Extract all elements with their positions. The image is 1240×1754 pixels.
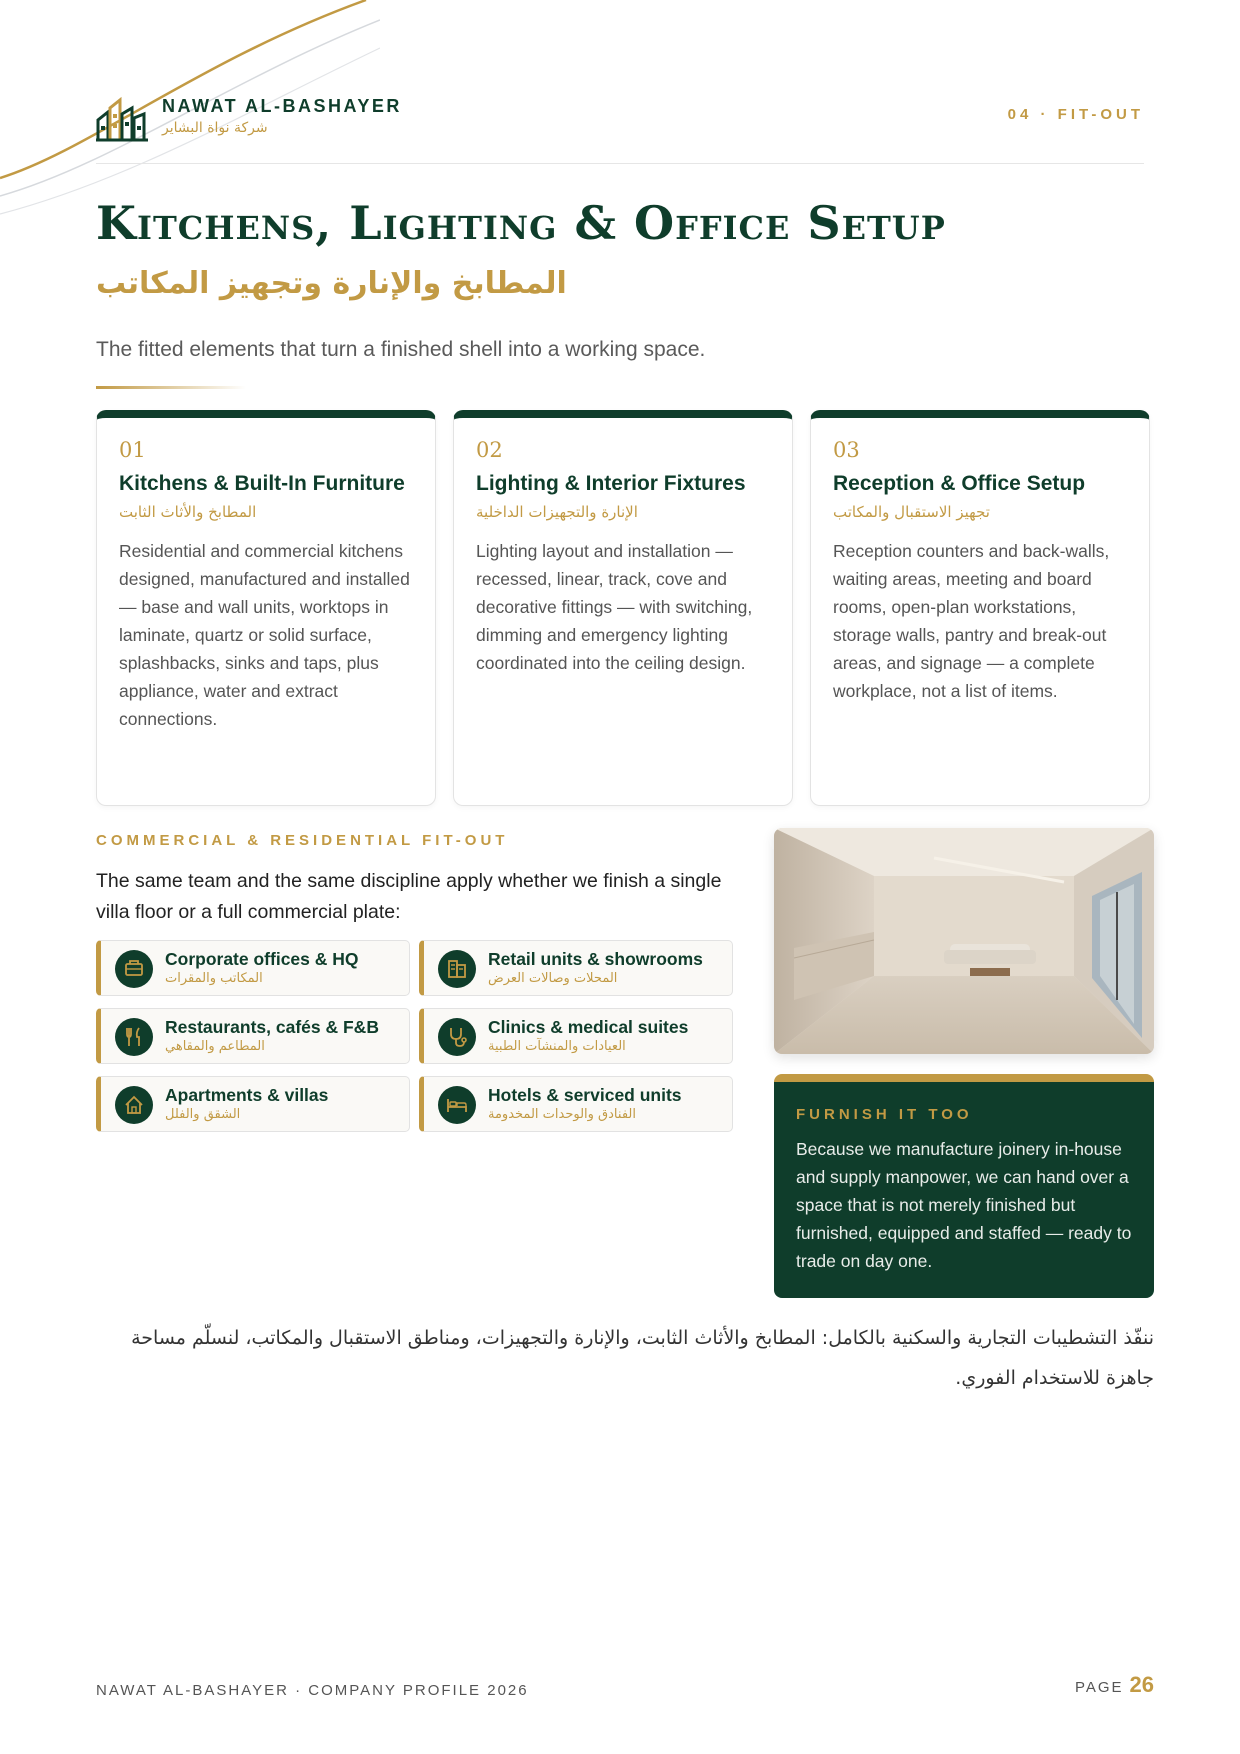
brand-name: NAWAT AL-BASHAYER bbox=[162, 96, 402, 116]
fitout-item-hotels bbox=[419, 1076, 733, 1132]
house-icon bbox=[115, 1086, 153, 1124]
card-title-arabic: المطابخ والأثاث الثابت bbox=[119, 503, 257, 521]
fitout-item-label: Retail units & showrooms bbox=[488, 949, 703, 969]
card-title: Kitchens & Built-In Furniture bbox=[119, 472, 405, 495]
fitout-label: COMMERCIAL & RESIDENTIAL FIT-OUT bbox=[96, 832, 509, 849]
stethoscope-icon bbox=[438, 1018, 476, 1056]
fitout-item-label-arabic: المكاتب والمقرات bbox=[165, 971, 263, 986]
fitout-item-label: Hotels & serviced units bbox=[488, 1085, 682, 1105]
fitout-item-apartments bbox=[96, 1076, 410, 1132]
building-logo-icon bbox=[96, 94, 148, 142]
cutlery-icon bbox=[115, 1018, 153, 1056]
page-title: Kitchens, Lighting & Office Setup bbox=[96, 196, 946, 250]
card-title: Reception & Office Setup bbox=[833, 472, 1086, 495]
bed-icon bbox=[438, 1086, 476, 1124]
interior-photo bbox=[774, 828, 1154, 1054]
section-tag: 04 · FIT-OUT bbox=[1007, 106, 1144, 123]
furnish-body: Because we manufacture joinery in-house and supply manpower, we can hand over a space that is not merely finished but furnished, equipped and staffed — ready to trade on day one. bbox=[796, 1139, 1132, 1271]
footer-company: NAWAT AL-BASHAYER · COMPANY PROFILE 2026 bbox=[96, 1682, 529, 1699]
fitout-item-restaurants bbox=[96, 1008, 410, 1064]
card-body: Residential and commercial kitchens designed, manufactured and installed — base and wall units, worktops in laminate, quartz or solid surface, splashbacks, sinks and taps, plus appliance, water and extract connections. bbox=[119, 541, 410, 729]
fitout-item-label-arabic: المحلات وصالات العرض bbox=[488, 971, 618, 986]
fitout-item-label: Corporate offices & HQ bbox=[165, 949, 359, 969]
fitout-item-label: Apartments & villas bbox=[165, 1085, 329, 1105]
fitout-item-retail bbox=[419, 940, 733, 996]
card-title-arabic: تجهيز الاستقبال والمكاتب bbox=[833, 503, 990, 521]
fitout-item-label-arabic: العيادات والمنشآت الطبية bbox=[488, 1039, 626, 1054]
furnish-label: FURNISH IT TOO bbox=[796, 1106, 973, 1123]
page-label: PAGE bbox=[1074, 1679, 1124, 1696]
page-number: 26 bbox=[1129, 1672, 1154, 1697]
card-title-arabic: الإنارة والتجهيزات الداخلية bbox=[476, 503, 638, 521]
fitout-item-label: Restaurants, cafés & F&B bbox=[165, 1017, 379, 1037]
card-number: 03 bbox=[833, 438, 860, 462]
fitout-item-label-arabic: الفنادق والوحدات المخدومة bbox=[488, 1107, 636, 1122]
page-subtitle: The fitted elements that turn a finished shell into a working space. bbox=[96, 338, 706, 361]
card-body: Lighting layout and installation — recessed, linear, track, cove and decorative fittings — with switching, dimming and emergency lighting coordinated into the ceiling design. bbox=[476, 541, 753, 673]
fitout-item-label-arabic: المطاعم والمقاهي bbox=[165, 1039, 265, 1054]
card-number: 01 bbox=[119, 438, 146, 462]
storefront-icon bbox=[438, 950, 476, 988]
service-card-lighting bbox=[453, 410, 793, 806]
service-card-kitchens bbox=[96, 410, 436, 806]
card-body: Reception counters and back-walls, waiting areas, meeting and board rooms, open-plan workstations, storage walls, pantry and break-out areas, and signage — a complete workplace, not a list of items. bbox=[833, 541, 1110, 701]
page-header bbox=[96, 88, 1144, 164]
page-title-arabic: المطابخ والإنارة وتجهيز المكاتب bbox=[96, 266, 567, 301]
footer-page bbox=[1075, 1672, 1154, 1698]
fitout-intro: The same team and the same discipline apply whether we finish a single villa floor or a full commercial plate: bbox=[96, 870, 722, 923]
fitout-item-label-arabic: الشقق والفلل bbox=[165, 1107, 241, 1122]
gold-divider bbox=[96, 386, 246, 389]
closing-paragraph-arabic: ننفّذ التشطيبات التجارية والسكنية بالكامل: المطابخ والأثاث الثابت، والإنارة والتجهيزات، ومناطق الاستقبال والمكاتب، لنسلّم مساحة جاهزة للاستخدام الفوري. bbox=[131, 1327, 1154, 1389]
brand-name-arabic: شركة نواة البشاير bbox=[162, 120, 268, 136]
briefcase-icon bbox=[115, 950, 153, 988]
card-title: Lighting & Interior Fixtures bbox=[476, 472, 746, 495]
service-card-reception bbox=[810, 410, 1150, 806]
card-number: 02 bbox=[476, 438, 503, 462]
fitout-item-clinics bbox=[419, 1008, 733, 1064]
fitout-item-label: Clinics & medical suites bbox=[488, 1017, 689, 1037]
fitout-item-corporate bbox=[96, 940, 410, 996]
furnish-callout bbox=[774, 1074, 1154, 1298]
